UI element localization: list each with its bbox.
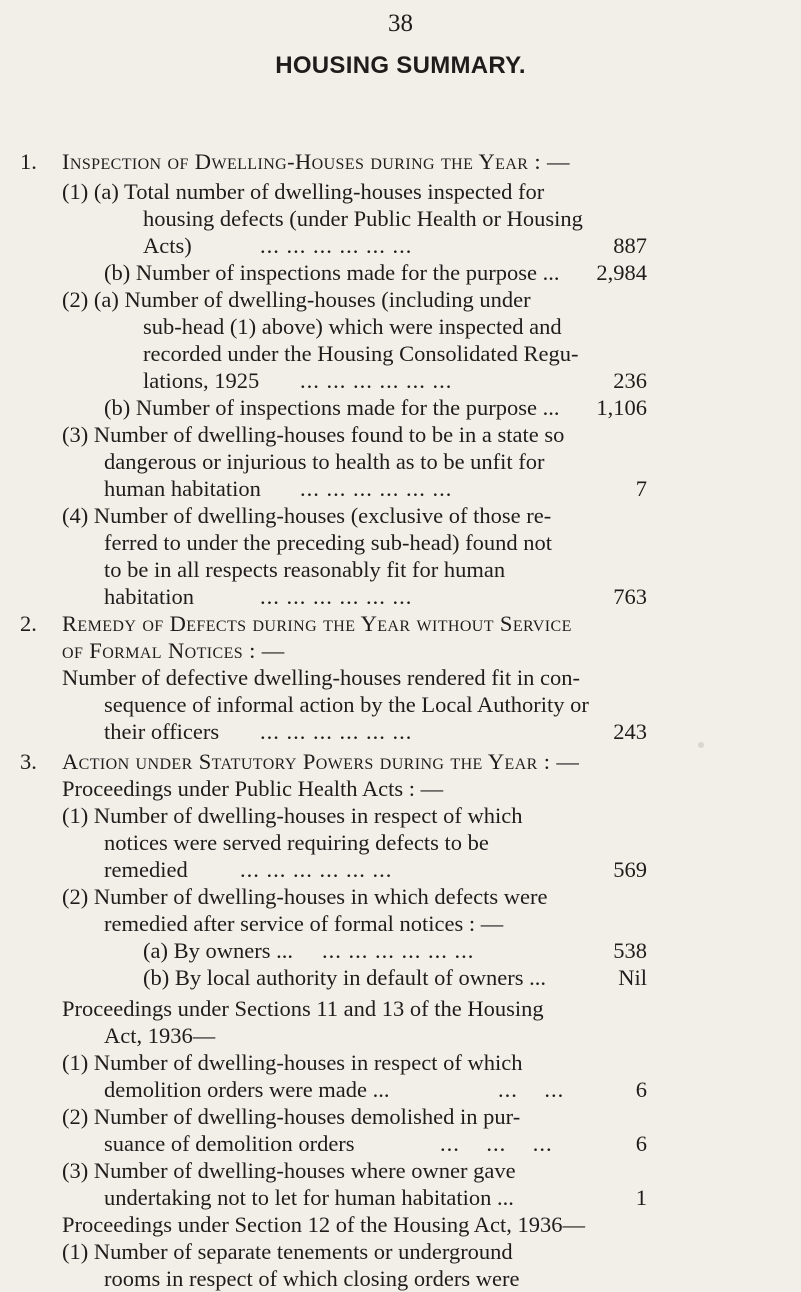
item-1b-line1: (b) Number of inspections made for the purpose ... xyxy=(104,260,560,285)
section-1-heading: Inspection of Dwelling-Houses during the Year : — xyxy=(62,149,570,174)
item-3-line1: (3) Number of dwelling-houses found to be in a state so xyxy=(62,422,565,447)
section-12-heading: Proceedings under Section 12 of the Housing Act, 1936— xyxy=(62,1212,586,1237)
pha-item-2b-value: Nil xyxy=(618,965,647,990)
public-health-acts-heading: Proceedings under Public Health Acts : — xyxy=(62,776,444,801)
item-3-line2: dangerous or injurious to health as to be unfit for xyxy=(104,449,545,474)
leader-dots: ... ... ... ... ... ... xyxy=(260,584,413,609)
pha-item-1-line1: (1) Number of dwelling-houses in respect of which xyxy=(62,803,523,828)
item-1a-value: 887 xyxy=(613,233,647,258)
section-3-number: 3. xyxy=(20,749,37,774)
pha-item-2a: (a) By owners ... xyxy=(143,938,293,963)
item-2a-line4: lations, 1925 xyxy=(143,368,260,393)
section-2-text-line2: sequence of informal action by the Local Authority or xyxy=(104,692,589,717)
ha-item-1-line2: demolition orders were made ... xyxy=(104,1077,390,1102)
housing-act-heading-line2: Act, 1936— xyxy=(104,1023,216,1048)
item-3-value: 7 xyxy=(635,476,647,501)
pha-item-2a-value: 538 xyxy=(613,938,647,963)
leader-dots-short: ... ... ... xyxy=(440,1131,553,1156)
section-2-text-line1: Number of defective dwelling-houses rendered fit in con- xyxy=(62,665,580,690)
item-1a-line1: (1) (a) Total number of dwelling-houses inspected for xyxy=(62,179,545,204)
ha-item-1-line1: (1) Number of dwelling-houses in respect of which xyxy=(62,1050,523,1075)
ha-item-3-line1: (3) Number of dwelling-houses where owner gave xyxy=(62,1158,516,1183)
leader-dots: ... ... ... ... ... ... xyxy=(300,368,453,393)
pha-item-1-value: 569 xyxy=(613,857,647,882)
pha-item-1-line3: remedied xyxy=(104,857,188,882)
ha-item-3-value: 1 xyxy=(635,1185,647,1210)
closing-item-1-line1: (1) Number of separate tenements or underground xyxy=(62,1239,513,1264)
leader-dots: ... ... ... ... ... ... xyxy=(322,938,475,963)
page-number: 38 xyxy=(388,10,413,37)
item-3-line3: human habitation xyxy=(104,476,261,501)
item-1a-line3: Acts) xyxy=(143,233,192,258)
leader-dots-short: ... ... xyxy=(498,1077,565,1102)
leader-dots: ... ... ... ... ... ... xyxy=(240,857,393,882)
item-2a-line3: recorded under the Housing Consolidated Regu- xyxy=(143,341,579,366)
pha-item-2-line2: remedied after service of formal notices : — xyxy=(104,911,504,936)
ha-item-1-value: 6 xyxy=(635,1077,647,1102)
item-2a-line2: sub-head (1) above) which were inspected and xyxy=(143,314,562,339)
item-4-line2: ferred to under the preceding sub-head) found not xyxy=(104,530,552,555)
item-1b-value: 2,984 xyxy=(596,260,647,285)
pha-item-2b: (b) By local authority in default of owners ... xyxy=(143,965,547,990)
section-3-heading: Action under Statutory Powers during the Year : — xyxy=(62,749,580,774)
page-title: HOUSING SUMMARY. xyxy=(275,52,526,79)
housing-act-heading-line1: Proceedings under Sections 11 and 13 of the Housing xyxy=(62,996,544,1021)
item-2b-value: 1,106 xyxy=(596,395,647,420)
leader-dots: ... ... ... ... ... ... xyxy=(260,719,413,744)
ha-item-2-line1: (2) Number of dwelling-houses demolished in pur- xyxy=(62,1104,521,1129)
ha-item-3-line2: undertaking not to let for human habitation ... xyxy=(104,1185,514,1210)
ha-item-2-value: 6 xyxy=(635,1131,647,1156)
section-2-heading-line2: of Formal Notices : — xyxy=(62,638,285,663)
pha-item-1-line2: notices were served requiring defects to be xyxy=(104,830,489,855)
section-2-heading-line1: Remedy of Defects during the Year without Service xyxy=(62,611,572,636)
section-2-value: 243 xyxy=(613,719,647,744)
section-2-text-line3: their officers xyxy=(104,719,220,744)
section-2-number: 2. xyxy=(20,611,37,636)
page-speck xyxy=(698,742,704,748)
item-2a-line1: (2) (a) Number of dwelling-houses (including under xyxy=(62,287,531,312)
pha-item-2-line1: (2) Number of dwelling-houses in which defects were xyxy=(62,884,548,909)
section-1-number: 1. xyxy=(20,149,37,174)
leader-dots: ... ... ... ... ... ... xyxy=(300,476,453,501)
leader-dots: ... ... ... ... ... ... xyxy=(260,233,413,258)
item-4-line4: habitation xyxy=(104,584,194,609)
item-4-line3: to be in all respects reasonably fit for human xyxy=(104,557,506,582)
item-1a-line2: housing defects (under Public Health or Housing xyxy=(143,206,583,231)
ha-item-2-line2: suance of demolition orders xyxy=(104,1131,355,1156)
closing-item-1-line2: rooms in respect of which closing orders were xyxy=(104,1266,520,1291)
item-2b-line1: (b) Number of inspections made for the purpose ... xyxy=(104,395,560,420)
item-4-value: 763 xyxy=(613,584,647,609)
item-4-line1: (4) Number of dwelling-houses (exclusive of those re- xyxy=(62,503,552,528)
item-2a-value: 236 xyxy=(613,368,647,393)
